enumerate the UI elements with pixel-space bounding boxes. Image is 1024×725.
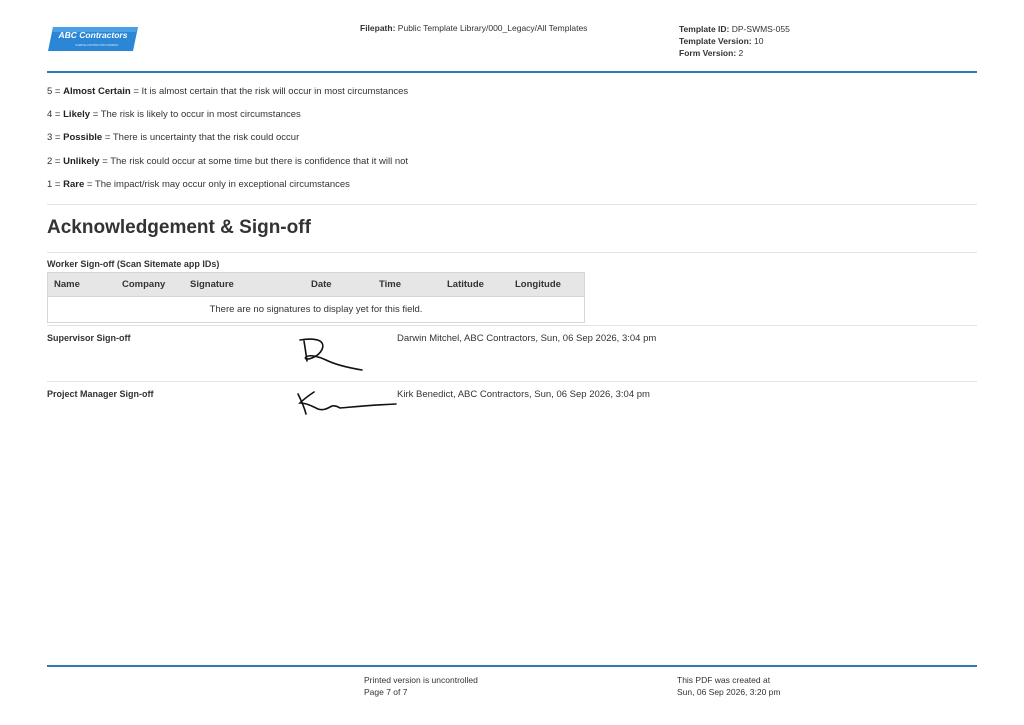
- form-version-label: Form Version:: [679, 48, 737, 58]
- created-timestamp: Sun, 06 Sep 2026, 3:20 pm: [677, 687, 781, 697]
- scale-row: 4 = Likely = The risk is likely to occur in most circumstances: [47, 109, 301, 121]
- scale-row: 3 = Possible = There is uncertainty that the risk could occur: [47, 132, 300, 144]
- supervisor-signoff-info: Darwin Mitchel, ABC Contractors, Sun, 06 Sep 2026, 3:04 pm: [397, 333, 657, 344]
- section-divider: [47, 252, 977, 253]
- column-header: Time: [373, 273, 441, 297]
- form-version-value: 2: [738, 48, 744, 58]
- template-version-value: 10: [753, 36, 764, 46]
- column-header: Company: [116, 273, 184, 297]
- uncontrolled-notice: Printed version is uncontrolled: [364, 675, 478, 685]
- column-header: Name: [48, 273, 117, 297]
- section-divider: [47, 325, 977, 326]
- scale-row: 2 = Unlikely = The risk could occur at some time but there is confidence that it will not: [47, 155, 409, 167]
- scale-row: 5 = Almost Certain = It is almost certain that the risk will occur in most circumstances: [47, 86, 409, 97]
- filepath-value: Public Template Library/000_Legacy/All Templates: [397, 23, 588, 33]
- section-divider: [47, 381, 977, 382]
- document-page: [47, 0, 977, 725]
- worker-signoff-label: Worker Sign-off (Scan Sitemate app IDs): [47, 259, 220, 269]
- footer-divider: [47, 665, 977, 667]
- pm-signoff-label: Project Manager Sign-off: [47, 389, 154, 399]
- section-title: Acknowledgement & Sign-off: [47, 217, 311, 238]
- created-label: This PDF was created at: [677, 675, 771, 685]
- scale-row: 1 = Rare = The impact/risk may occur only in exceptional circumstances: [47, 178, 350, 190]
- company-logo: [47, 26, 139, 52]
- supervisor-signoff-label: Supervisor Sign-off: [47, 333, 131, 343]
- page-number: Page 7 of 7: [364, 687, 408, 697]
- worker-signoff-table: [47, 272, 585, 323]
- header-divider: [47, 71, 977, 73]
- footer-right: [677, 674, 781, 698]
- template-id-value: DP-SWMS-055: [731, 24, 790, 34]
- supervisor-signature-image: [292, 330, 397, 378]
- filepath-label: Filepath:: [360, 23, 396, 33]
- template-version-label: Template Version:: [679, 36, 752, 46]
- logo-text: ABC Contractors: [58, 30, 128, 40]
- template-id-label: Template ID:: [679, 24, 730, 34]
- filepath: [360, 23, 587, 33]
- template-meta: [679, 23, 790, 59]
- likelihood-scale: [47, 86, 408, 202]
- column-header: Latitude: [441, 273, 509, 297]
- pm-signoff-info: Kirk Benedict, ABC Contractors, Sun, 06 Sep 2026, 3:04 pm: [397, 389, 650, 400]
- column-header: Longitude: [509, 273, 585, 297]
- column-header: Date: [305, 273, 373, 297]
- section-divider: [47, 204, 977, 205]
- empty-table-message: There are no signatures to display yet for this field.: [48, 297, 585, 323]
- footer-center: [364, 674, 478, 698]
- column-header: Signature: [184, 273, 305, 297]
- logo-subtext: SAMPLE CONTRACTOR COMPANY: [75, 44, 119, 47]
- pm-signature-image: [292, 384, 397, 432]
